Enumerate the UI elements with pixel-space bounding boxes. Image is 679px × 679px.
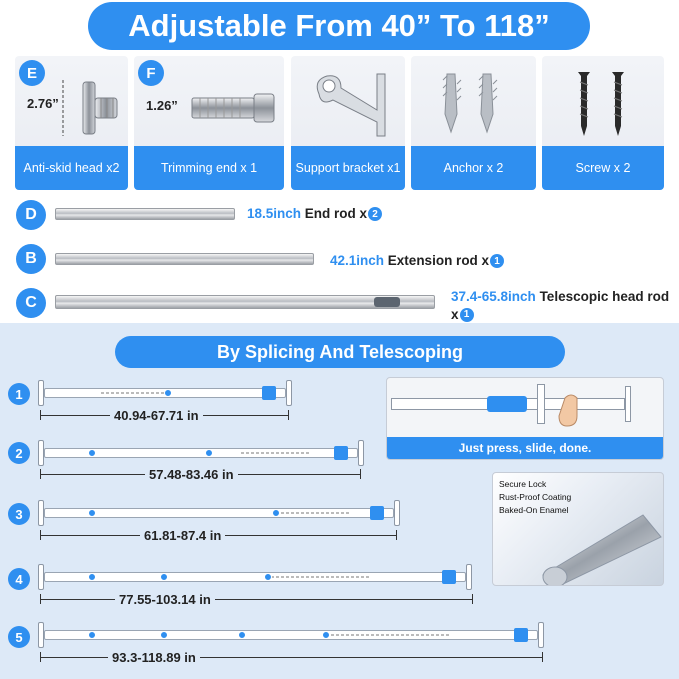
part-caption: Support bracket x1 xyxy=(291,146,405,190)
config-rod xyxy=(44,630,538,640)
adjustment-holes xyxy=(330,634,450,636)
dim-tick xyxy=(542,652,543,662)
dim-tick xyxy=(396,530,397,540)
part-badge: E xyxy=(19,60,45,86)
rod-qty-badge: 1 xyxy=(490,254,504,268)
config-endcap-right xyxy=(286,380,292,406)
joint-marker xyxy=(160,573,168,581)
rod-length: 18.5inch xyxy=(247,206,302,221)
section-title: By Splicing And Telescoping xyxy=(115,336,565,368)
dimension-marker-icon xyxy=(59,78,73,138)
rod-name: Telescopic head rod x xyxy=(451,289,670,322)
part-caption: Anchor x 2 xyxy=(411,146,536,190)
joint-marker xyxy=(322,631,330,639)
config-step-3: 3 xyxy=(8,503,30,525)
adjustment-holes xyxy=(280,512,350,514)
joint-marker xyxy=(205,449,213,457)
joint-marker xyxy=(88,631,96,639)
part-card-anti-skid-head xyxy=(15,56,128,190)
rod-length: 42.1inch xyxy=(330,253,385,268)
part-dimension: 2.76” xyxy=(27,96,59,111)
dim-tick xyxy=(288,410,289,420)
part-caption: Anti-skid head x2 xyxy=(15,146,128,190)
part-dimension: 1.26” xyxy=(146,98,178,113)
main-title: Adjustable From 40” To 118” xyxy=(88,2,590,50)
config-step-2: 2 xyxy=(8,442,30,464)
anchor-icon xyxy=(433,70,513,136)
config-step-4: 4 xyxy=(8,568,30,590)
lock-clip-icon xyxy=(370,506,384,520)
extension-rod-image xyxy=(55,253,314,265)
demo-endcap xyxy=(625,386,631,422)
config-step-1: 1 xyxy=(8,383,30,405)
part-card-screw xyxy=(542,56,664,190)
lock-clip-icon xyxy=(334,446,348,460)
part-caption: Trimming end x 1 xyxy=(134,146,284,190)
dim-line xyxy=(40,599,472,600)
support-bracket-icon xyxy=(305,64,391,140)
rod-length: 37.4-65.8inch xyxy=(451,289,536,304)
config-endcap-right xyxy=(358,440,364,466)
config-range: 40.94-67.71 in xyxy=(110,408,203,423)
dim-tick xyxy=(472,594,473,604)
screw-icon xyxy=(570,68,636,140)
rod-qty-badge: 1 xyxy=(460,308,474,322)
rod-label-end xyxy=(247,206,382,221)
lock-clip-icon xyxy=(262,386,276,400)
feature-baked-on-enamel: Baked-On Enamel xyxy=(499,505,569,515)
adjustment-holes xyxy=(270,576,370,578)
config-range: 93.3-118.89 in xyxy=(108,650,200,665)
config-range: 77.55-103.14 in xyxy=(115,592,215,607)
rod-letter-d: D xyxy=(16,200,46,230)
press-slide-panel xyxy=(386,377,664,460)
anti-skid-head-icon xyxy=(79,76,123,140)
part-card-anchor xyxy=(411,56,536,190)
joint-marker xyxy=(88,449,96,457)
feature-rust-proof: Rust-Proof Coating xyxy=(499,492,572,502)
config-endcap-right xyxy=(394,500,400,526)
part-badge: F xyxy=(138,60,164,86)
demo-lock-icon xyxy=(487,396,527,412)
config-step-5: 5 xyxy=(8,626,30,648)
config-range: 61.81-87.4 in xyxy=(140,528,225,543)
adjustment-holes xyxy=(100,392,170,394)
rod-qty-badge: 2 xyxy=(368,207,382,221)
joint-marker xyxy=(272,509,280,517)
rod-letter-b: B xyxy=(16,244,46,274)
joint-marker xyxy=(164,389,172,397)
demo-bracket xyxy=(537,384,545,424)
rod-name: Extension rod x xyxy=(387,253,490,268)
part-card-trimming-end xyxy=(134,56,284,190)
joint-marker xyxy=(88,509,96,517)
config-range: 57.48-83.46 in xyxy=(145,467,238,482)
part-caption: Screw x 2 xyxy=(542,146,664,190)
telescopic-lock-icon xyxy=(374,297,400,307)
joint-marker xyxy=(160,631,168,639)
end-rod-image xyxy=(55,208,235,220)
rod-closeup-icon xyxy=(533,509,663,585)
rod-label-extension xyxy=(330,253,504,268)
rod-letter-c: C xyxy=(16,288,46,318)
rod-label-telescopic xyxy=(451,288,671,324)
hand-press-icon xyxy=(557,392,591,428)
adjustment-holes xyxy=(240,452,310,454)
part-card-support-bracket xyxy=(291,56,405,190)
features-panel xyxy=(492,472,664,586)
lock-clip-icon xyxy=(514,628,528,642)
rod-name: End rod x xyxy=(304,206,368,221)
press-caption: Just press, slide, done. xyxy=(387,437,663,459)
dim-tick xyxy=(360,469,361,479)
trimming-end-icon xyxy=(190,90,278,124)
config-endcap-right xyxy=(538,622,544,648)
config-endcap-right xyxy=(466,564,472,590)
feature-secure-lock: Secure Lock xyxy=(499,479,547,489)
lock-clip-icon xyxy=(442,570,456,584)
joint-marker xyxy=(264,573,272,581)
joint-marker xyxy=(88,573,96,581)
joint-marker xyxy=(238,631,246,639)
config-rod xyxy=(44,572,466,582)
